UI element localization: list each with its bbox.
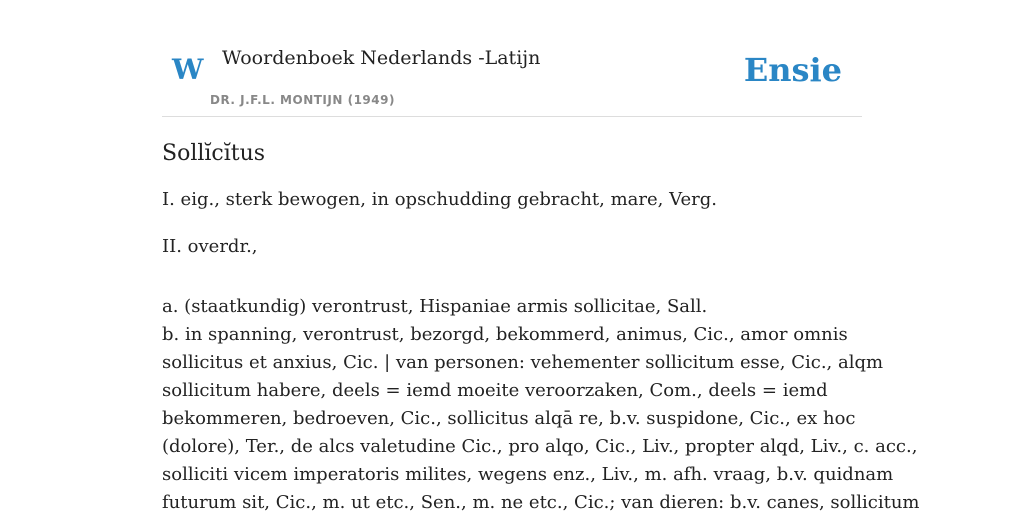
definition-line: sollicitus et anxius, Cic. | van personen: vehementer sollicitum esse, Cic., alqm: [162, 352, 884, 373]
definition-line: solliciti vicem imperatoris milites, wegens enz., Liv., m. afh. vraag, b.v. quidnam: [162, 464, 894, 485]
sense-1: I. eig., sterk bewogen, in opschudding gebracht, mare, Verg.: [162, 189, 717, 210]
definition-line: b. in spanning, verontrust, bezorgd, bekommerd, animus, Cic., amor omnis: [162, 324, 848, 345]
site-header: [162, 0, 862, 117]
entry-headword: Sollĭcĭtus: [162, 141, 266, 166]
sense-2: II. overdr.,: [162, 236, 258, 257]
definition-block: [162, 293, 920, 517]
ensie-brand-link[interactable]: Ensie: [743, 51, 842, 89]
definition-line: (dolore), Ter., de alcs valetudine Cic., pro alqo, Cic., Liv., propter alqd, Liv., c. acc.,: [162, 436, 918, 457]
definition-line: bekommeren, bedroeven, Cic., sollicitus alqā re, b.v. suspidone, Cic., ex hoc: [162, 408, 856, 429]
definition-line: sollicitum habere, deels = iemd moeite veroorzaken, Com., deels = iemd: [162, 380, 828, 401]
entry-content: [162, 138, 920, 517]
dictionary-logo[interactable]: W: [172, 53, 204, 86]
dictionary-title[interactable]: Woordenboek Nederlands -Latijn: [222, 47, 541, 69]
dictionary-author: DR. J.F.L. MONTIJN (1949): [210, 93, 395, 107]
definition-line: a. (staatkundig) verontrust, Hispaniae armis sollicitae, Sall.: [162, 296, 708, 317]
definition-line: futurum sit, Cic., m. ut etc., Sen., m. ne etc., Cic.; van dieren: b.v. canes, sollicitum: [162, 492, 920, 513]
